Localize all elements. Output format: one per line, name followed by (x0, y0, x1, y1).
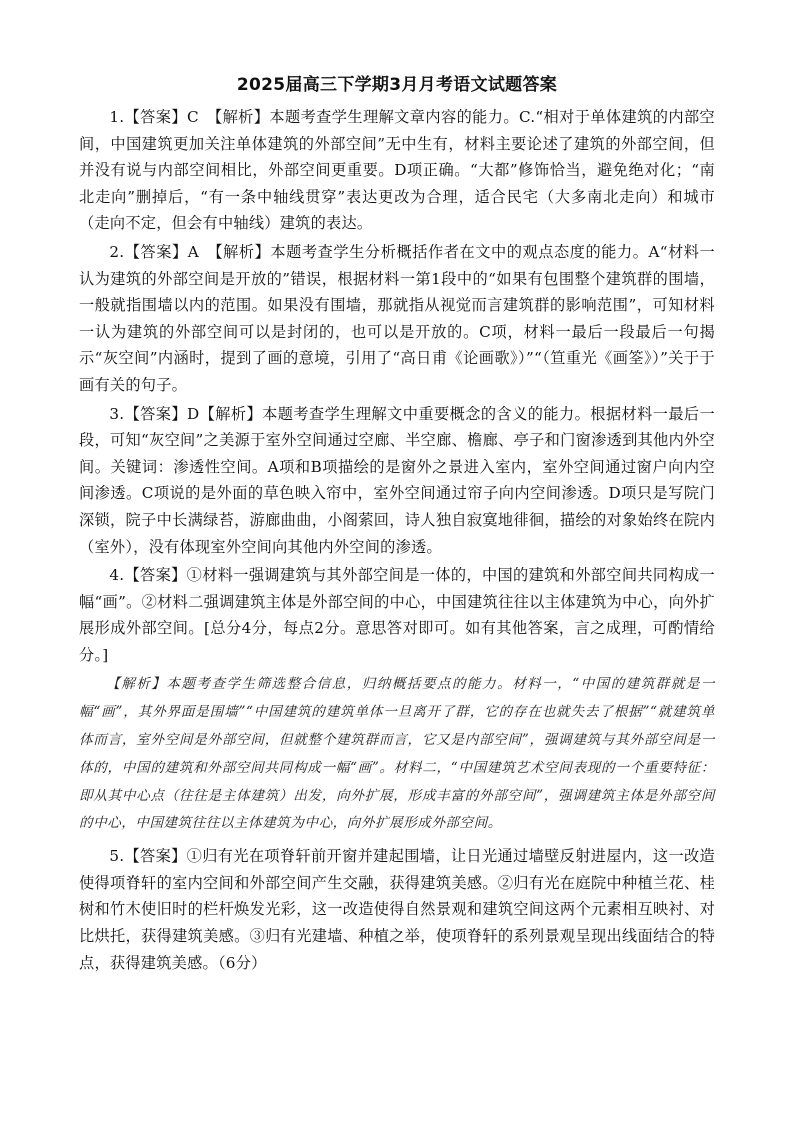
answer-item-3: 3.【答案】D【解析】本题考查学生理解文中重要概念的含义的能力。根据材料一最后一段，可知“灰空间”之美源于室外空间通过空廊、半空廊、檐廊、亭子和门窗渗透到其他内外空间。关键词：渗透性空间。A项和B项描绘的是窗外之景进入室内，室外空间通过窗户向内空间渗透。C项说的是外面的草色映入帘中，室外空间通过帘子向内空间渗透。D项只是写院门深锁，院子中长满绿苔，游廊曲曲，小阁萦回，诗人独自寂寞地徘徊，描绘的对象始终在院内（室外），没有体现室外空间向其他内外空间的渗透。 (79, 404, 715, 556)
answer-item-5: 5.【答案】①归有光在项脊轩前开窗并建起围墙，让日光通过墙壁反射进屋内，这一改造使得项脊轩的室内空间和外部空间产生交融，获得建筑美感。②归有光在庭院中种植兰花、桂树和竹木使旧时的栏杆焕发光彩，这一改造使得自然景观和建筑空间这两个元素相互映衬、对比烘托，获得建筑美感。③归有光建墙、种植之举，使项脊轩的系列景观呈现出线面结合的特点，获得建筑美感。（6分） (79, 847, 715, 972)
answer-item-4: 4.【答案】①材料一强调建筑与其外部空间是一体的，中国的建筑和外部空间共同构成一幅“画”。②材料二强调建筑主体是外部空间的中心，中国建筑往往以主体建筑为中心，向外扩展形成外部空间。[总分4分，每点2分。意思答对即可。如有其他答案，言之成理，可酌情给分。] (79, 566, 715, 664)
analysis-item-4: 【解析】本题考查学生筛选整合信息，归纳概括要点的能力。材料一，“中国的建筑群就是一幅“画”，其外界面是围墙”“中国建筑的建筑单体一旦离开了群，它的存在也就失去了根据”“就建筑单体而言，室外空间是外部空间，但就整个建筑群而言，它又是内部空间”，强调建筑与其外部空间是一体的，中国的建筑和外部空间共同构成一幅“画”。材料二，“中国建筑艺术空间表现的一个重要特征：即从其中心点（往往是主体建筑）出发，向外扩展，形成丰富的外部空间”，强调建筑主体是外部空间的中心，中国建筑往往以主体建筑为中心，向外扩展形成外部空间。 (79, 676, 715, 832)
answer-item-2: 2.【答案】A 【解析】本题考查学生分析概括作者在文中的观点态度的能力。A“材料一认为建筑的外部空间是开放的”错误，根据材料一第1段中的“如果有包围整个建筑群的围墙，一般就指围墙以内的范围。如果没有围墙，那就指从视觉而言建筑群的影响范围”，可知材料一认为建筑的外部空间可以是封闭的，也可以是开放的。C项，材料一最后一段最后一句揭示“灰空间”内涵时，提到了画的意境，引用了“高日甫《论画歌》）”“（笪重光《画筌》）”关于于画有关的句子。 (79, 242, 715, 394)
answer-content (79, 104, 715, 978)
answer-item-1: 1.【答案】C 【解析】本题考查学生理解文章内容的能力。C.“相对于单体建筑的内部空间，中国建筑更加关注单体建筑的外部空间”无中生有，材料主要论述了建筑的外部空间，但并没有说与内部空间相比，外部空间更重要。D项正确。“大都”修饰恰当，避免绝对化；“南北走向”删掉后，“有一条中轴线贯穿”表达更改为合理，适合民宅（大多南北走向）和城市（走向不定，但会有中轴线）建筑的表达。 (79, 108, 715, 233)
page-title: 2025届高三下学期3月月考语文试题答案 (236, 75, 558, 95)
